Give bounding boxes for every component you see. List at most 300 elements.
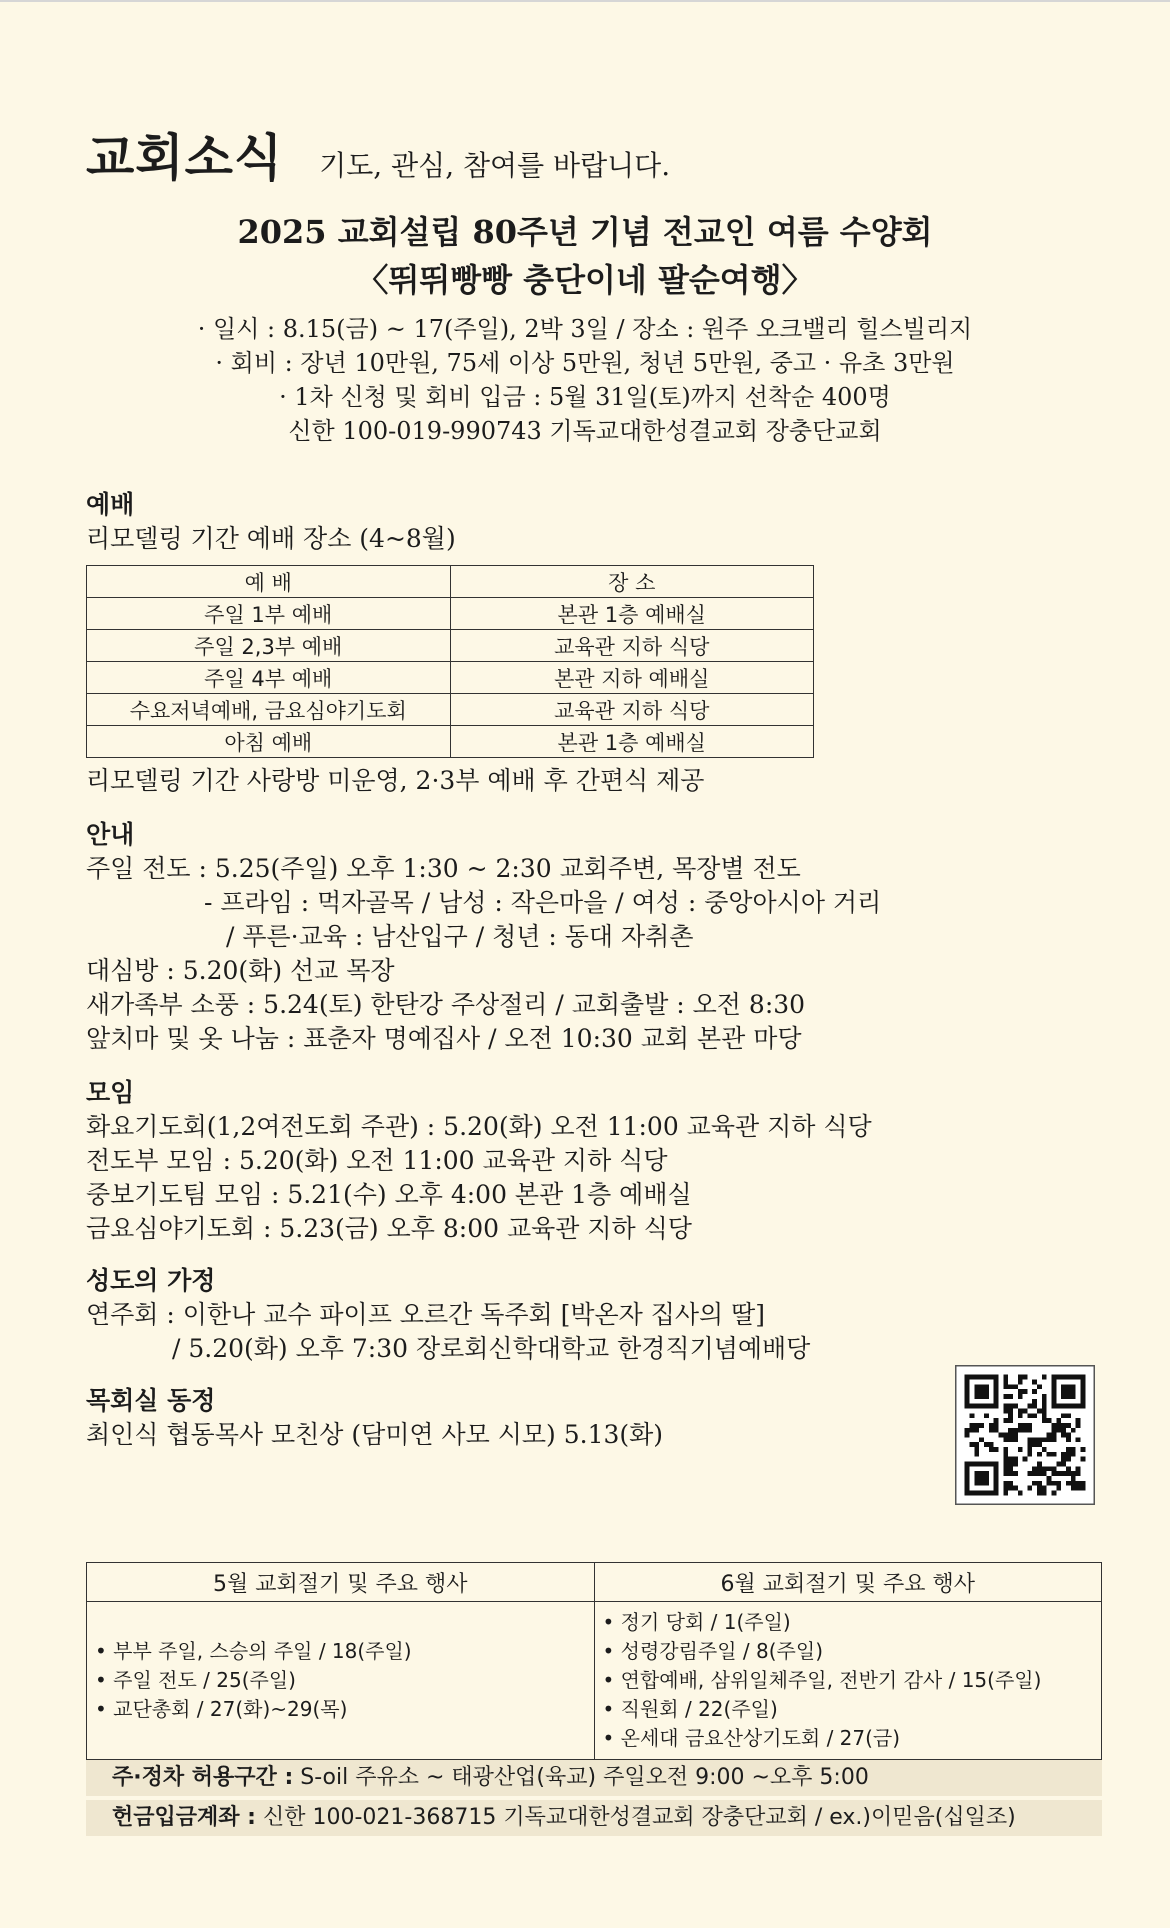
account-info-bar (86, 1800, 1102, 1836)
qr-module (1081, 1481, 1086, 1486)
qr-module (1052, 1471, 1057, 1476)
table-row (87, 630, 814, 662)
qr-module (974, 1394, 979, 1399)
meeting-line: 화요기도회(1,2여전도회 주관) : 5.20(화) 오전 11:00 교육관 지하 식당 (86, 1112, 872, 1141)
qr-module (1008, 1462, 1013, 1467)
qr-module (974, 1428, 979, 1433)
qr-module (1061, 1433, 1066, 1438)
qr-module (994, 1399, 999, 1404)
qr-module (1042, 1466, 1047, 1471)
qr-module (1056, 1462, 1061, 1467)
qr-code-icon[interactable] (955, 1365, 1095, 1505)
qr-module (1003, 1408, 1008, 1413)
qr-module (1061, 1384, 1066, 1389)
qr-module (994, 1486, 999, 1491)
qr-module (1047, 1481, 1052, 1486)
qr-module (1018, 1379, 1023, 1384)
qr-module (1042, 1394, 1047, 1399)
qr-module (1013, 1428, 1018, 1433)
qr-module (994, 1491, 999, 1496)
retreat-announcement (0, 208, 1170, 448)
qr-module (1023, 1457, 1028, 1462)
qr-module (1008, 1384, 1013, 1389)
qr-module (965, 1379, 970, 1384)
qr-module (969, 1462, 974, 1467)
season-body-row (87, 1602, 1102, 1760)
qr-module (1037, 1384, 1042, 1389)
qr-module (1061, 1413, 1066, 1418)
qr-module (1008, 1418, 1013, 1423)
qr-module (974, 1442, 979, 1447)
qr-module (1052, 1481, 1057, 1486)
qr-module (989, 1447, 994, 1452)
qr-module (1042, 1375, 1047, 1380)
qr-module (969, 1404, 974, 1409)
qr-module (1037, 1408, 1042, 1413)
account-label: 헌금입금계좌 : (112, 1805, 256, 1830)
qr-module (1027, 1486, 1032, 1491)
qr-module (1066, 1389, 1071, 1394)
qr-module (984, 1481, 989, 1486)
worship-cell: 수요저녁예배, 금요심야기도회 (87, 694, 451, 726)
qr-module (1032, 1399, 1037, 1404)
qr-module (1052, 1404, 1057, 1409)
qr-module (1018, 1408, 1023, 1413)
qr-module (1042, 1447, 1047, 1452)
qr-module (1003, 1452, 1008, 1457)
meeting-line: 중보기도팀 모임 : 5.21(수) 오후 4:00 본관 1층 예배실 (86, 1180, 692, 1209)
qr-module (1003, 1462, 1008, 1467)
qr-module (969, 1413, 974, 1418)
qr-module (1071, 1452, 1076, 1457)
qr-module (1061, 1457, 1066, 1462)
qr-module (1076, 1486, 1081, 1491)
qr-module (965, 1399, 970, 1404)
qr-module (1066, 1471, 1071, 1476)
qr-module (989, 1423, 994, 1428)
qr-module (1056, 1418, 1061, 1423)
page-title: 교회소식 (86, 128, 284, 187)
qr-module (1018, 1423, 1023, 1428)
qr-module (1052, 1452, 1057, 1457)
qr-module (1003, 1379, 1008, 1384)
list-item: • 직원회 / 22(주일) (603, 1695, 1094, 1724)
qr-module (965, 1491, 970, 1496)
qr-module (1047, 1476, 1052, 1481)
qr-module (1042, 1437, 1047, 1442)
top-border (0, 0, 1170, 2)
qr-module (1003, 1447, 1008, 1452)
qr-module (1023, 1428, 1028, 1433)
pastoral-section (86, 1384, 663, 1452)
pastoral-line: 최인식 협동목사 모친상 (담미연 사모 시모) 5.13(화) (86, 1420, 664, 1449)
page-header (86, 118, 670, 190)
qr-module (1013, 1462, 1018, 1467)
qr-module (1081, 1394, 1086, 1399)
qr-module (1032, 1413, 1037, 1418)
qr-module (1008, 1404, 1013, 1409)
worship-note-block (86, 764, 704, 798)
qr-module (1066, 1413, 1071, 1418)
qr-module (1018, 1428, 1023, 1433)
worship-cell: 주일 4부 예배 (87, 662, 451, 694)
table-row (87, 662, 814, 694)
june-events-cell (594, 1602, 1102, 1760)
qr-module (1013, 1433, 1018, 1438)
qr-module (1027, 1437, 1032, 1442)
list-item: • 온세대 금요산상기도회 / 27(금) (603, 1724, 1094, 1753)
qr-module (989, 1428, 994, 1433)
qr-module (979, 1389, 984, 1394)
qr-module (979, 1481, 984, 1486)
qr-module (1061, 1471, 1066, 1476)
qr-module (994, 1384, 999, 1389)
qr-module (1027, 1428, 1032, 1433)
qr-module (984, 1384, 989, 1389)
qr-module (1071, 1476, 1076, 1481)
qr-module (1056, 1428, 1061, 1433)
notice-heading: 안내 (86, 820, 135, 849)
qr-module (965, 1466, 970, 1471)
qr-module (994, 1389, 999, 1394)
worship-subheading: 리모델링 기간 예배 장소 (4~8월) (86, 524, 456, 553)
worship-cell: 주일 2,3부 예배 (87, 630, 451, 662)
qr-module (1003, 1466, 1008, 1471)
qr-module (1008, 1481, 1013, 1486)
qr-module (1047, 1466, 1052, 1471)
june-header: 6월 교회절기 및 주요 행사 (594, 1563, 1102, 1602)
qr-module (1071, 1389, 1076, 1394)
qr-module (1042, 1418, 1047, 1423)
qr-module (994, 1471, 999, 1476)
qr-module (1066, 1433, 1071, 1438)
qr-module (1066, 1384, 1071, 1389)
qr-module (1076, 1418, 1081, 1423)
qr-module (994, 1476, 999, 1481)
qr-module (1037, 1452, 1042, 1457)
qr-module (994, 1404, 999, 1409)
table-row (87, 726, 814, 758)
qr-module (1052, 1394, 1057, 1399)
location-cell: 본관 1층 예배실 (450, 726, 814, 758)
qr-module (989, 1404, 994, 1409)
qr-module (1032, 1471, 1037, 1476)
qr-module (1037, 1437, 1042, 1442)
qr-module (1071, 1471, 1076, 1476)
qr-module (1003, 1457, 1008, 1462)
qr-module (965, 1389, 970, 1394)
qr-module (1018, 1394, 1023, 1399)
retreat-account: 신한 100-019-990743 기독교대한성결교회 장충단교회 (288, 417, 882, 445)
qr-module (1066, 1404, 1071, 1409)
qr-module (1008, 1457, 1013, 1462)
season-events-table (86, 1562, 1102, 1760)
qr-module (1076, 1423, 1081, 1428)
notice-line: - 프라임 : 먹자골목 / 남성 : 작은마을 / 여성 : 중앙아시아 거리 (204, 888, 882, 917)
qr-module (1023, 1375, 1028, 1380)
qr-module (1027, 1423, 1032, 1428)
qr-module (1003, 1433, 1008, 1438)
qr-module (1056, 1471, 1061, 1476)
qr-module (1027, 1447, 1032, 1452)
qr-module (1037, 1471, 1042, 1476)
list-item: • 연합예배, 삼위일체주일, 전반기 감사 / 15(주일) (603, 1666, 1094, 1695)
qr-module (1037, 1466, 1042, 1471)
qr-module (979, 1437, 984, 1442)
qr-module (1052, 1375, 1057, 1380)
qr-module (974, 1476, 979, 1481)
qr-module (1081, 1379, 1086, 1384)
qr-module (1003, 1491, 1008, 1496)
qr-module (1066, 1394, 1071, 1399)
qr-module (965, 1462, 970, 1467)
qr-module (1008, 1466, 1013, 1471)
qr-module (1018, 1375, 1023, 1380)
qr-module (969, 1375, 974, 1380)
qr-module (1076, 1375, 1081, 1380)
qr-module (1013, 1437, 1018, 1442)
qr-module (984, 1375, 989, 1380)
qr-module (984, 1394, 989, 1399)
list-item: • 성령강림주일 / 8(주일) (603, 1637, 1094, 1666)
qr-module (989, 1491, 994, 1496)
qr-module (974, 1384, 979, 1389)
qr-module (1076, 1437, 1081, 1442)
qr-module (1018, 1491, 1023, 1496)
qr-module (1081, 1399, 1086, 1404)
notice-line: / 푸른·교육 : 남산입구 / 청년 : 동대 자취촌 (226, 922, 694, 951)
retreat-line: · 일시 : 8.15(금) ~ 17(주일), 2박 3일 / 장소 : 원주 오크밸리 힐스빌리지 (197, 315, 973, 343)
qr-module (1056, 1423, 1061, 1428)
retreat-line: · 1차 신청 및 회비 입금 : 5월 31일(토)까지 선착순 400명 (279, 383, 891, 411)
qr-module (1037, 1486, 1042, 1491)
qr-module (1042, 1399, 1047, 1404)
qr-module (1023, 1408, 1028, 1413)
qr-module (1061, 1452, 1066, 1457)
qr-module (1052, 1466, 1057, 1471)
qr-module (1061, 1404, 1066, 1409)
qr-module (1037, 1491, 1042, 1496)
qr-module (1081, 1447, 1086, 1452)
qr-module (1052, 1379, 1057, 1384)
may-header: 5월 교회절기 및 주요 행사 (87, 1563, 595, 1602)
qr-module (1071, 1447, 1076, 1452)
qr-module (1071, 1486, 1076, 1491)
qr-module (974, 1389, 979, 1394)
qr-module (1076, 1471, 1081, 1476)
worship-note: 리모델링 기간 사랑방 미운영, 2·3부 예배 후 간편식 제공 (86, 766, 705, 795)
qr-module (974, 1423, 979, 1428)
meeting-line: 금요심야기도회 : 5.23(금) 오후 8:00 교육관 지하 식당 (86, 1214, 692, 1243)
qr-module (969, 1423, 974, 1428)
qr-module (1052, 1399, 1057, 1404)
qr-module (998, 1433, 1003, 1438)
parking-label: 주·정차 허용구간 : (112, 1765, 294, 1790)
qr-module (1071, 1384, 1076, 1389)
qr-module (1042, 1404, 1047, 1409)
qr-module (974, 1447, 979, 1452)
worship-section (86, 488, 456, 556)
qr-module (965, 1486, 970, 1491)
qr-module (1037, 1481, 1042, 1486)
qr-module (1013, 1404, 1018, 1409)
qr-module (1071, 1481, 1076, 1486)
qr-module (1052, 1428, 1057, 1433)
qr-module (984, 1491, 989, 1496)
qr-module (969, 1491, 974, 1496)
qr-module (1027, 1442, 1032, 1447)
qr-module (965, 1384, 970, 1389)
qr-module (1027, 1471, 1032, 1476)
qr-module (994, 1394, 999, 1399)
qr-module (1027, 1404, 1032, 1409)
qr-module (1061, 1462, 1066, 1467)
notice-line: 주일 전도 : 5.25(주일) 오후 1:30 ~ 2:30 교회주변, 목장별 전도 (86, 854, 801, 883)
qr-module (1003, 1437, 1008, 1442)
meetings-heading: 모임 (86, 1078, 135, 1107)
notice-line: 대심방 : 5.20(화) 선교 목장 (86, 956, 395, 985)
table-row (87, 694, 814, 726)
qr-module (974, 1471, 979, 1476)
may-events-list (95, 1637, 586, 1724)
qr-module (1056, 1481, 1061, 1486)
notice-line: 앞치마 및 옷 나눔 : 표춘자 명예집사 / 오전 10:30 교회 본관 마당 (86, 1024, 802, 1053)
qr-module (969, 1442, 974, 1447)
qr-module (1027, 1413, 1032, 1418)
qr-module (1013, 1471, 1018, 1476)
qr-module (994, 1481, 999, 1486)
notice-line: 새가족부 소풍 : 5.24(토) 한탄강 주상절리 / 교회출발 : 오전 8:30 (86, 990, 806, 1019)
qr-module (1061, 1375, 1066, 1380)
qr-module (1032, 1466, 1037, 1471)
qr-module (1003, 1375, 1008, 1380)
qr-module (1061, 1389, 1066, 1394)
qr-module (1008, 1471, 1013, 1476)
qr-module (1066, 1481, 1071, 1486)
list-item: • 정기 당회 / 1(주일) (603, 1608, 1094, 1637)
meetings-section (86, 1076, 872, 1246)
qr-module (994, 1379, 999, 1384)
qr-module (1013, 1384, 1018, 1389)
qr-module (979, 1375, 984, 1380)
qr-module (1076, 1404, 1081, 1409)
qr-module (1066, 1423, 1071, 1428)
qr-module (989, 1442, 994, 1447)
qr-module (984, 1404, 989, 1409)
qr-module (974, 1491, 979, 1496)
qr-module (1018, 1413, 1023, 1418)
qr-module (1052, 1491, 1057, 1496)
qr-module (1027, 1452, 1032, 1457)
qr-module (1066, 1375, 1071, 1380)
qr-module (1003, 1471, 1008, 1476)
qr-module (979, 1476, 984, 1481)
qr-module (974, 1452, 979, 1457)
qr-module (1066, 1437, 1071, 1442)
qr-module (1037, 1462, 1042, 1467)
qr-module (965, 1433, 970, 1438)
qr-module (1081, 1375, 1086, 1380)
qr-module (994, 1423, 999, 1428)
qr-module (1008, 1486, 1013, 1491)
qr-module (965, 1394, 970, 1399)
qr-module (1032, 1442, 1037, 1447)
qr-module (1003, 1486, 1008, 1491)
qr-module (965, 1404, 970, 1409)
qr-module (979, 1404, 984, 1409)
may-events-cell (87, 1602, 595, 1760)
qr-module (1032, 1437, 1037, 1442)
qr-module (989, 1375, 994, 1380)
qr-module (979, 1384, 984, 1389)
qr-module (1081, 1404, 1086, 1409)
qr-module (979, 1394, 984, 1399)
location-cell: 본관 1층 예배실 (450, 598, 814, 630)
qr-module (1076, 1466, 1081, 1471)
qr-module (984, 1471, 989, 1476)
meeting-line: 전도부 모임 : 5.20(화) 오전 11:00 교육관 지하 식당 (86, 1146, 668, 1175)
qr-module (1081, 1389, 1086, 1394)
qr-module (1066, 1447, 1071, 1452)
qr-module (994, 1447, 999, 1452)
table-header-location: 장 소 (450, 566, 814, 598)
qr-module (1081, 1384, 1086, 1389)
qr-module (1052, 1384, 1057, 1389)
qr-module (979, 1462, 984, 1467)
qr-module (1003, 1394, 1008, 1399)
qr-module (1008, 1433, 1013, 1438)
qr-module (979, 1471, 984, 1476)
qr-module (1023, 1389, 1028, 1394)
table-header-row (87, 566, 814, 598)
qr-module (1013, 1457, 1018, 1462)
qr-module (1008, 1428, 1013, 1433)
qr-module (1056, 1375, 1061, 1380)
qr-module (965, 1428, 970, 1433)
worship-cell: 주일 1부 예배 (87, 598, 451, 630)
qr-module (1003, 1418, 1008, 1423)
list-item: • 부부 주일, 스승의 주일 / 18(주일) (95, 1637, 586, 1666)
qr-module (1018, 1447, 1023, 1452)
table-row (87, 598, 814, 630)
retreat-name: 〈뛰뛰빵빵 충단이네 팔순여행〉 (356, 261, 814, 299)
qr-module (1008, 1413, 1013, 1418)
qr-module (1047, 1418, 1052, 1423)
qr-module (1008, 1437, 1013, 1442)
parking-info-bar (86, 1760, 1102, 1796)
qr-module (1071, 1375, 1076, 1380)
qr-module (1008, 1408, 1013, 1413)
qr-module (1047, 1452, 1052, 1457)
qr-module (994, 1418, 999, 1423)
qr-module (1061, 1428, 1066, 1433)
qr-module (979, 1423, 984, 1428)
qr-module (1056, 1404, 1061, 1409)
family-line: 연주회 : 이한나 교수 파이프 오르간 독주회 [박온자 집사의 딸] (86, 1300, 766, 1329)
qr-module (974, 1404, 979, 1409)
qr-module (1066, 1457, 1071, 1462)
qr-module (1052, 1433, 1057, 1438)
notice-section (86, 818, 881, 1056)
family-section (86, 1264, 810, 1366)
qr-module (965, 1476, 970, 1481)
qr-module (994, 1375, 999, 1380)
qr-module (1047, 1433, 1052, 1438)
qr-module (1071, 1428, 1076, 1433)
qr-module (1052, 1389, 1057, 1394)
qr-module (1052, 1423, 1057, 1428)
qr-module (1037, 1442, 1042, 1447)
